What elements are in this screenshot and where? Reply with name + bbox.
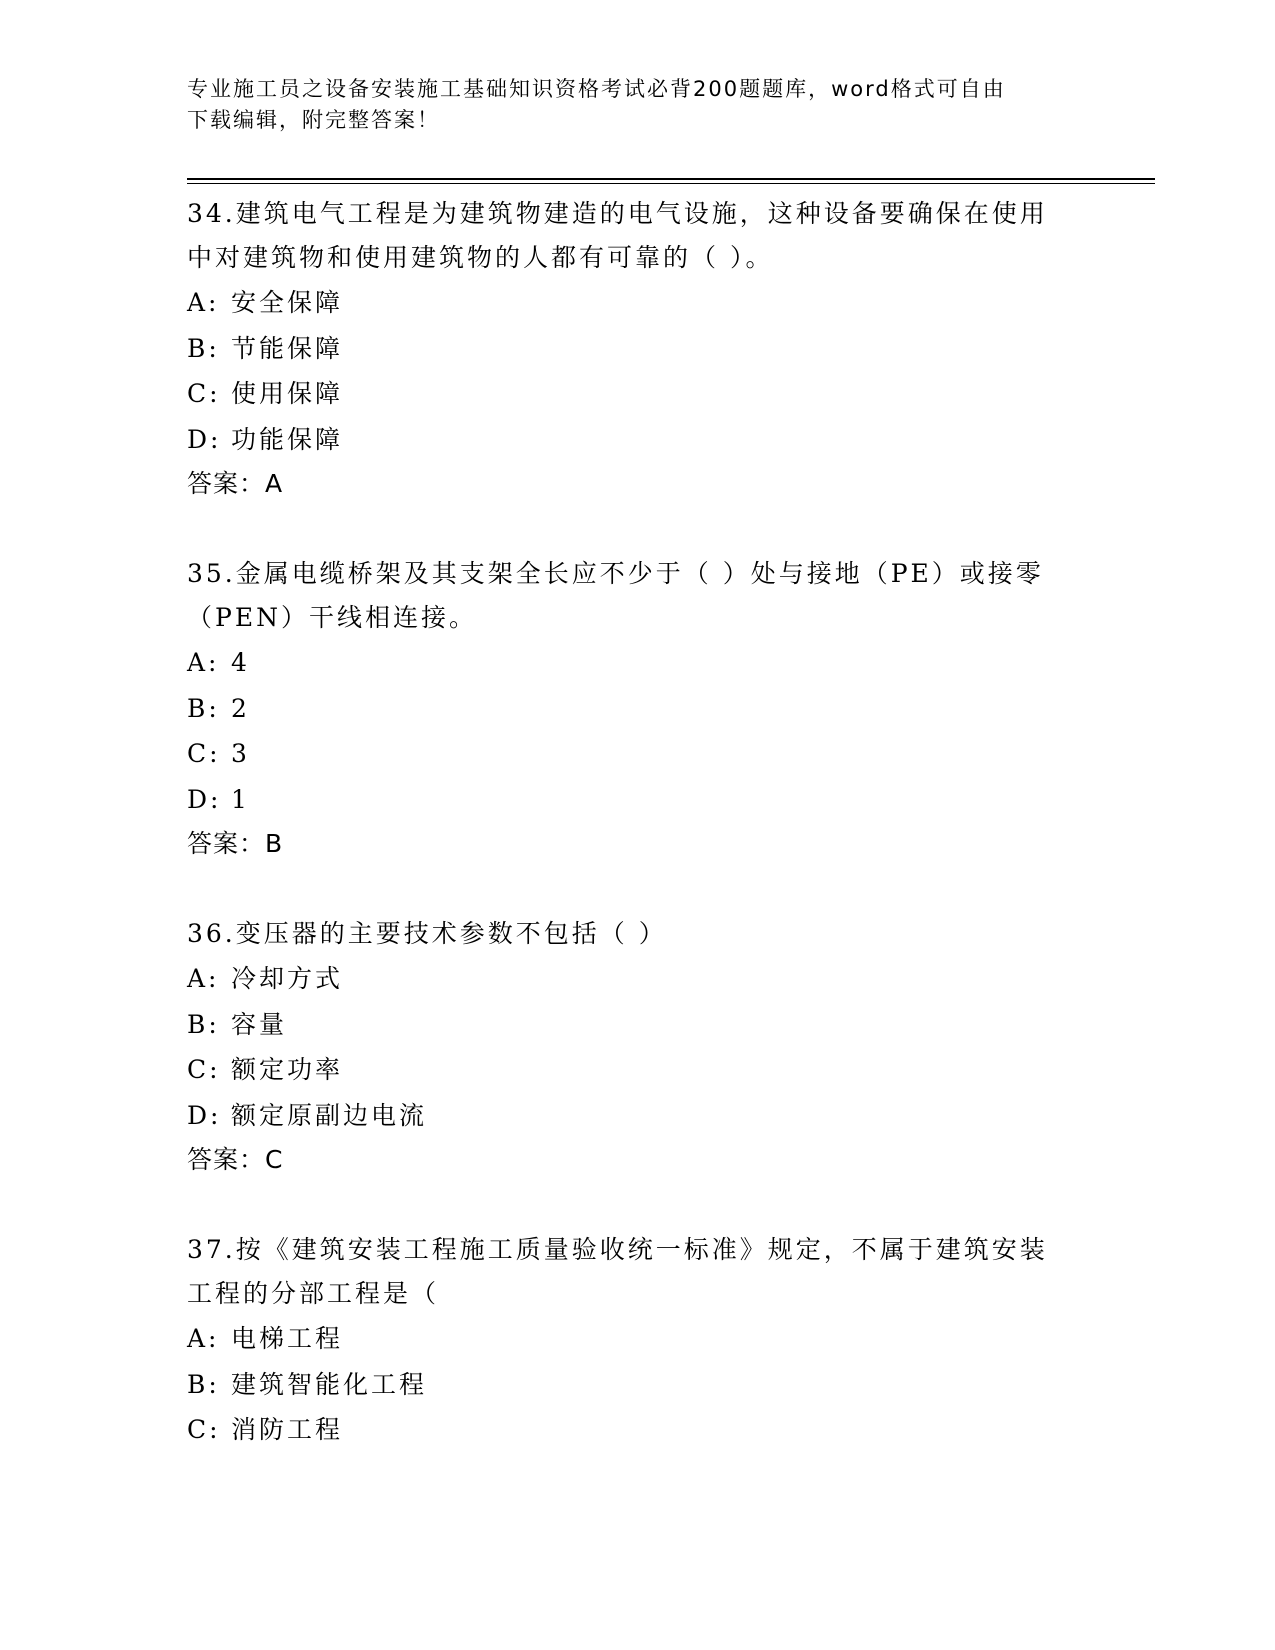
option-text: 安全保障 (231, 288, 344, 317)
question-stem (187, 188, 1087, 280)
option-b (187, 326, 1087, 372)
document-header (187, 74, 1067, 136)
option-key: A: (187, 288, 220, 317)
question-stem-line: 中对建筑物和使用建筑物的人都有可靠的（ ）。 (187, 243, 774, 272)
option-text: 容量 (231, 1009, 288, 1039)
option-key: B: (187, 333, 220, 363)
option-text: 使用保障 (231, 379, 344, 408)
spacer (187, 1182, 1087, 1224)
option-text: 消防工程 (231, 1415, 344, 1444)
option-d (187, 1093, 1087, 1139)
question-stem-line: 工程的分部工程是（ (187, 1279, 440, 1308)
question-stem (187, 908, 1087, 956)
answer-line: 答案：C (187, 1145, 284, 1174)
header-divider-thin (187, 183, 1155, 184)
option-key: B: (187, 1369, 220, 1399)
option-text: 3 (231, 739, 250, 768)
option-b (187, 1362, 1087, 1408)
option-key: C: (187, 1055, 221, 1084)
question-stem-line: 36.变压器的主要技术参数不包括（ ） (187, 919, 667, 948)
option-key: C: (187, 1415, 221, 1444)
question-stem-line: 34.建筑电气工程是为建筑物建造的电气设施，这种设备要确保在使用 (187, 199, 1048, 228)
question-34 (187, 188, 1087, 506)
option-d (187, 777, 1087, 823)
option-c (187, 371, 1087, 417)
option-key: C: (187, 739, 221, 768)
question-stem-line: 35.金属电缆桥架及其支架全长应不少于（ ）处与接地（PE）或接零 (187, 559, 1044, 588)
header-line-2: 下载编辑，附完整答案！ (187, 108, 440, 132)
question-36 (187, 908, 1087, 1182)
option-text: 建筑智能化工程 (231, 1369, 428, 1399)
option-key: A: (187, 648, 220, 677)
answer-line: 答案：A (187, 469, 284, 498)
option-b (187, 686, 1087, 732)
header-line-1: 专业施工员之设备安装施工基础知识资格考试必背200题题库，word格式可自由 (187, 77, 1006, 101)
option-key: D: (187, 784, 222, 814)
answer-line: 答案：B (187, 829, 284, 858)
option-text: 额定原副边电流 (231, 1100, 428, 1130)
option-key: A: (187, 1324, 220, 1353)
question-stem (187, 1224, 1087, 1316)
option-c (187, 1047, 1087, 1093)
option-a (187, 640, 1087, 686)
option-c (187, 731, 1087, 777)
question-stem (187, 548, 1087, 640)
option-key: D: (187, 424, 222, 454)
spacer (187, 506, 1087, 548)
option-text: 冷却方式 (231, 964, 344, 993)
option-key: B: (187, 1009, 220, 1039)
spacer (187, 866, 1087, 908)
option-text: 节能保障 (231, 333, 344, 363)
option-a (187, 280, 1087, 326)
option-d (187, 417, 1087, 463)
option-text: 2 (231, 693, 250, 723)
question-list (187, 188, 1087, 1453)
option-a (187, 956, 1087, 1002)
header-divider-thick (187, 178, 1155, 180)
option-key: D: (187, 1100, 222, 1130)
option-text: 电梯工程 (231, 1324, 344, 1353)
option-b (187, 1002, 1087, 1048)
option-text: 功能保障 (231, 424, 344, 454)
option-text: 4 (231, 648, 250, 677)
option-key: B: (187, 693, 220, 723)
option-a (187, 1316, 1087, 1362)
option-text: 1 (231, 784, 250, 814)
question-stem-line: 37.按《建筑安装工程施工质量验收统一标准》规定，不属于建筑安装 (187, 1235, 1048, 1264)
option-key: A: (187, 964, 220, 993)
question-35 (187, 548, 1087, 866)
option-key: C: (187, 379, 221, 408)
question-37 (187, 1224, 1087, 1453)
option-c (187, 1407, 1087, 1453)
question-stem-line: （PEN）干线相连接。 (187, 603, 477, 632)
option-text: 额定功率 (231, 1055, 344, 1084)
